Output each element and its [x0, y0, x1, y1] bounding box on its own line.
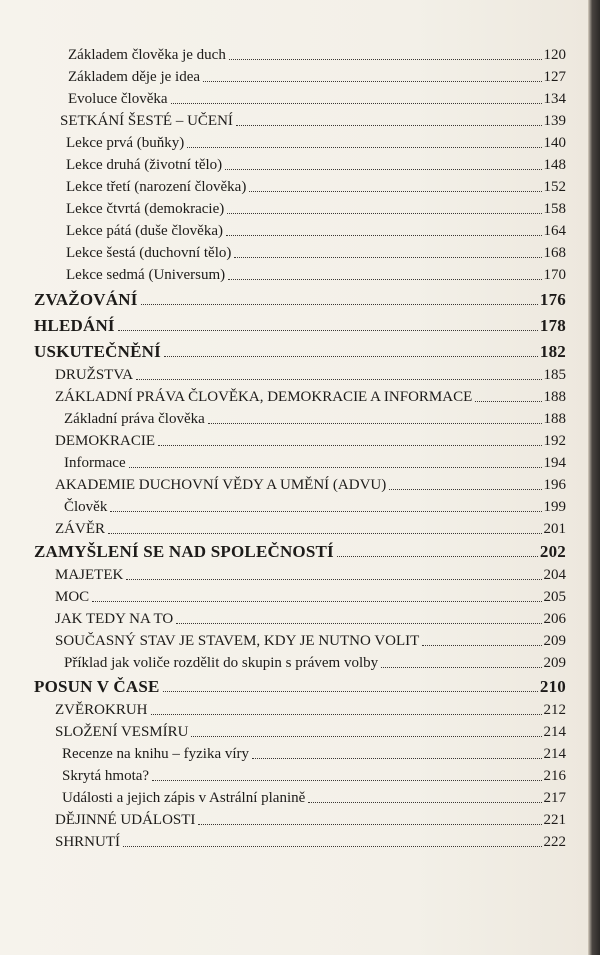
toc-entry [60, 110, 566, 132]
toc-entry [55, 831, 566, 853]
toc-entry [68, 66, 566, 88]
toc-entry [55, 721, 566, 743]
dot-leader [108, 532, 542, 534]
toc-entry-title: MAJETEK [55, 567, 124, 583]
dot-leader [176, 622, 541, 624]
toc-entry-page: 170 [543, 267, 566, 283]
page-edge [588, 0, 600, 955]
toc-entry-page: 188 [543, 411, 566, 427]
toc-entry [64, 496, 566, 518]
dot-leader [389, 488, 541, 490]
toc-entry-page: 221 [543, 812, 566, 828]
dot-leader [229, 58, 542, 60]
toc-entry [34, 289, 566, 311]
toc-entry [68, 88, 566, 110]
toc-entry-page: 120 [543, 47, 566, 63]
toc-entry-page: 201 [543, 521, 566, 537]
toc-entry-title: ZÁKLADNÍ PRÁVA ČLOVĚKA, DEMOKRACIE A INFORMACE [55, 389, 473, 405]
dot-leader [163, 690, 538, 692]
toc-entry-page: 192 [543, 433, 566, 449]
toc-entry-page: 209 [543, 655, 566, 671]
toc-entry-title: Člověk [64, 499, 108, 515]
dot-leader [234, 256, 541, 258]
toc-entry-title: Události a jejich zápis v Astrální planině [62, 790, 306, 806]
dot-leader [151, 713, 542, 715]
toc-entry-page: 210 [539, 677, 566, 696]
toc-entry [55, 518, 566, 540]
toc-entry [66, 132, 566, 154]
toc-entry-title: SETKÁNÍ ŠESTÉ – UČENÍ [60, 113, 233, 129]
toc-entry-page: 182 [539, 342, 566, 361]
toc-entry-page: 206 [543, 611, 566, 627]
toc-entry-title: Recenze na knihu – fyzika víry [62, 746, 250, 762]
toc-entry-title: SHRNUTÍ [55, 834, 121, 850]
toc-entry-page: 212 [543, 702, 566, 718]
toc-entry-page: 196 [543, 477, 566, 493]
toc-entry-title: ZÁVĚR [55, 521, 105, 537]
dot-leader [225, 168, 541, 170]
toc-entry [62, 787, 566, 809]
toc-entry [55, 809, 566, 831]
toc-entry [66, 176, 566, 198]
toc-entry-title: Základní práva člověka [64, 411, 205, 427]
toc-entry [55, 474, 566, 496]
toc-entry-page: 209 [543, 633, 566, 649]
dot-leader [308, 801, 541, 803]
toc-entry-title: POSUN V ČASE [34, 677, 160, 696]
dot-leader [141, 303, 538, 305]
dot-leader [475, 400, 541, 402]
dot-leader [152, 779, 541, 781]
toc-entry [34, 676, 566, 698]
toc-entry-title: ZVAŽOVÁNÍ [34, 290, 138, 309]
dot-leader [129, 466, 542, 468]
toc-entry-page: 152 [543, 179, 566, 195]
toc-entry [62, 743, 566, 765]
toc-entry-page: 139 [543, 113, 566, 129]
toc-entry-page: 140 [543, 135, 566, 151]
toc-entry-page: 204 [543, 567, 566, 583]
toc-entry-title: Lekce třetí (narození člověka) [66, 179, 247, 195]
toc-entry [34, 341, 566, 363]
toc-entry-title: DRUŽSTVA [55, 367, 134, 383]
toc-entry-page: 134 [543, 91, 566, 107]
dot-leader [126, 578, 541, 580]
toc-entry [55, 564, 566, 586]
toc-entry [34, 541, 566, 563]
toc-entry-title: MOC [55, 589, 90, 605]
toc-entry-title: DĚJINNÉ UDÁLOSTI [55, 812, 196, 828]
dot-leader [136, 378, 541, 380]
toc-entry [66, 264, 566, 286]
toc-entry [55, 386, 566, 408]
toc-entry-title: Lekce druhá (životní tělo) [66, 157, 223, 173]
toc-entry-page: 176 [539, 290, 566, 309]
dot-leader [337, 555, 538, 557]
dot-leader [158, 444, 542, 446]
toc-entry-title: Lekce šestá (duchovní tělo) [66, 245, 232, 261]
toc-entry-title: Základem člověka je duch [68, 47, 226, 63]
toc-entry-title: AKADEMIE DUCHOVNÍ VĚDY A UMĚNÍ (ADVU) [55, 477, 387, 493]
toc-entry-page: 214 [543, 746, 566, 762]
toc-entry-page: 148 [543, 157, 566, 173]
dot-leader [226, 234, 542, 236]
toc-entry [64, 652, 566, 674]
toc-entry-page: 194 [543, 455, 566, 471]
toc-entry-title: Lekce sedmá (Universum) [66, 267, 226, 283]
dot-leader [422, 644, 541, 646]
toc-entry [66, 220, 566, 242]
toc-entry [66, 242, 566, 264]
toc-entry-page: 164 [543, 223, 566, 239]
toc-entry [64, 408, 566, 430]
toc-entry-page: 188 [543, 389, 566, 405]
dot-leader [228, 278, 541, 280]
toc-entry-page: 217 [543, 790, 566, 806]
toc-entry [34, 315, 566, 337]
toc-entry-title: Informace [64, 455, 126, 471]
toc-entry-page: 199 [543, 499, 566, 515]
toc-entry-title: JAK TEDY NA TO [55, 611, 174, 627]
toc-entry-page: 214 [543, 724, 566, 740]
toc-entry [55, 608, 566, 630]
toc-entry-title: ZAMYŠLENÍ SE NAD SPOLEČNOSTÍ [34, 542, 334, 561]
toc-entry-title: Základem děje je idea [68, 69, 201, 85]
dot-leader [252, 757, 541, 759]
dot-leader [123, 845, 541, 847]
dot-leader [164, 355, 538, 357]
toc-entry-title: Lekce pátá (duše člověka) [66, 223, 223, 239]
toc-entry [68, 44, 566, 66]
toc-entry [55, 364, 566, 386]
dot-leader [92, 600, 541, 602]
toc-entry-title: SOUČASNÝ STAV JE STAVEM, KDY JE NUTNO VOLIT [55, 633, 420, 649]
toc-entry-page: 127 [543, 69, 566, 85]
toc-entry [66, 198, 566, 220]
dot-leader [118, 329, 538, 331]
toc-entry-page: 205 [543, 589, 566, 605]
toc-entry [66, 154, 566, 176]
toc-entry-page: 168 [543, 245, 566, 261]
toc-entry-page: 178 [539, 316, 566, 335]
toc-entry-title: Lekce prvá (buňky) [66, 135, 185, 151]
toc-entry-page: 185 [543, 367, 566, 383]
toc-entry [62, 765, 566, 787]
toc-entry-title: Skrytá hmota? [62, 768, 150, 784]
toc-entry-title: Příklad jak voliče rozdělit do skupin s právem volby [64, 655, 379, 671]
dot-leader [249, 190, 541, 192]
dot-leader [198, 823, 541, 825]
toc-entry [55, 586, 566, 608]
toc-entry-title: Evoluce člověka [68, 91, 168, 107]
toc-entry [55, 430, 566, 452]
dot-leader [171, 102, 542, 104]
toc-entry-title: DEMOKRACIE [55, 433, 155, 449]
dot-leader [227, 212, 541, 214]
dot-leader [187, 146, 541, 148]
dot-leader [208, 422, 542, 424]
toc-entry [55, 699, 566, 721]
dot-leader [203, 80, 541, 82]
toc-entry-title: Lekce čtvrtá (demokracie) [66, 201, 225, 217]
dot-leader [191, 735, 541, 737]
toc-entry-title: ZVĚROKRUH [55, 702, 148, 718]
toc-entry-page: 158 [543, 201, 566, 217]
toc-entry [55, 630, 566, 652]
toc-entry-page: 222 [543, 834, 566, 850]
toc-entry-page: 202 [539, 542, 566, 561]
toc-entry [64, 452, 566, 474]
dot-leader [110, 510, 541, 512]
toc-entry-title: SLOŽENÍ VESMÍRU [55, 724, 189, 740]
dot-leader [381, 666, 541, 668]
toc-entry-page: 216 [543, 768, 566, 784]
toc-entry-title: HLEDÁNÍ [34, 316, 115, 335]
dot-leader [236, 124, 542, 126]
toc-entry-title: USKUTEČNĚNÍ [34, 342, 161, 361]
